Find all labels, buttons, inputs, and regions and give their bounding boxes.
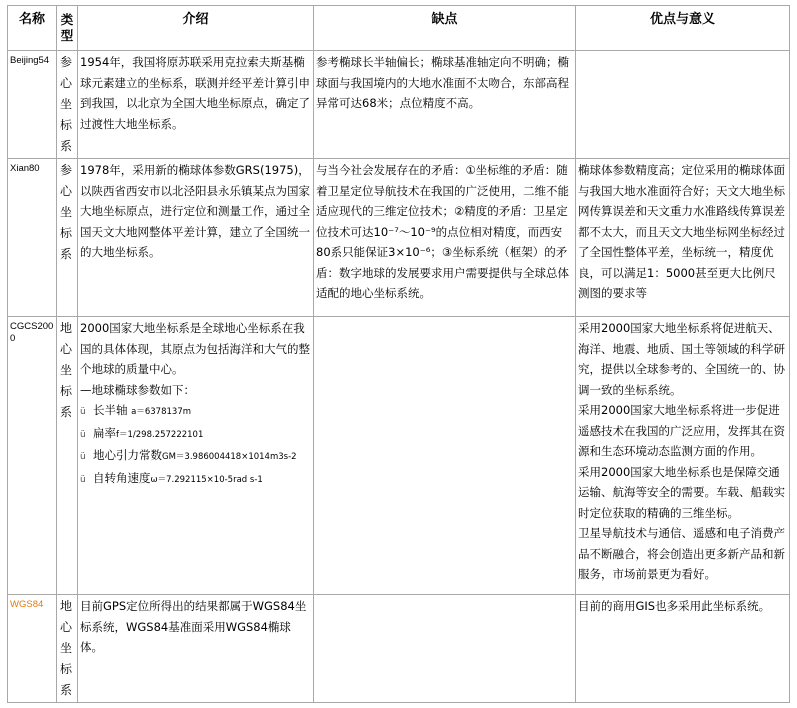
row-pros bbox=[576, 51, 790, 159]
intro-text: 1954年，我国将原苏联采用克拉索夫斯基椭球元素建立的坐标系，联测并经平差计算引申到我国，以北京为全国大地坐标原点，确定了过渡性大地坐标系。 bbox=[80, 55, 310, 131]
row-cons bbox=[314, 595, 576, 703]
row-type: 地心坐标系 bbox=[57, 317, 78, 595]
header-pros: 优点与意义 bbox=[576, 6, 790, 51]
table-row bbox=[8, 51, 790, 159]
checkmark-bullet: ü bbox=[80, 452, 86, 462]
param-value: ω＝7.292115×10-5rad s-1 bbox=[150, 474, 263, 485]
checkmark-bullet: ü bbox=[80, 407, 86, 417]
param-label: 地心引力常数 bbox=[93, 448, 162, 462]
row-pros bbox=[576, 595, 790, 703]
row-type: 参心坐标系 bbox=[57, 159, 78, 317]
header-cons: 缺点 bbox=[314, 6, 576, 51]
row-name: Xian80 bbox=[8, 159, 57, 317]
param-label: 长半轴 bbox=[93, 403, 128, 417]
list-item bbox=[80, 468, 311, 491]
row-name: Beijing54 bbox=[8, 51, 57, 159]
checkmark-bullet: ü bbox=[80, 429, 86, 440]
row-type: 地心坐标系 bbox=[57, 595, 78, 703]
header-intro: 介绍 bbox=[78, 6, 314, 51]
checkmark-bullet: ü bbox=[80, 474, 86, 485]
row-pros bbox=[576, 159, 790, 317]
list-item bbox=[80, 423, 311, 446]
row-cons bbox=[314, 317, 576, 595]
row-intro bbox=[78, 159, 314, 317]
pros-text: 采用2000国家大地坐标系将促进航天、海洋、地震、地质、国土等领域的科学研究，提供以全球参考的、全国统一的、协调一致的坐标系统。 bbox=[578, 321, 785, 397]
pros-text: 卫星导航技术与通信、遥感和电子消费产品不断融合，将会创造出更多新产品和新服务，市场前景更为看好。 bbox=[578, 526, 785, 581]
table-row bbox=[8, 317, 790, 595]
coordinate-system-table bbox=[7, 5, 789, 695]
row-intro bbox=[78, 51, 314, 159]
pros-text: 椭球体参数精度高；定位采用的椭球体面与我国大地水准面符合好；天文大地坐标网传算误差和天文重力水准路线传算误差都不太大，而且天文大地坐标网坐标经过了全国性整体平差，坐标统一，精度优良，可以满足1：5000甚至更大比例尺测图的要求等 bbox=[578, 163, 785, 300]
header-type: 类型 bbox=[57, 6, 78, 51]
intro-text: 1978年，采用新的椭球体参数GRS(1975)，以陕西省西安市以北泾阳县永乐镇某点为国家大地坐标原点，进行定位和测量工作，通过全国天文大地网整体平差计算，建立了全国统一的大地坐标系。 bbox=[80, 163, 310, 259]
row-cons bbox=[314, 51, 576, 159]
row-cons bbox=[314, 159, 576, 317]
row-intro bbox=[78, 317, 314, 595]
list-item bbox=[80, 400, 311, 423]
pros-text: 采用2000国家大地坐标系将进一步促进遥感技术在我国的广泛应用，发挥其在资源和生态环境动态监测方面的作用。 bbox=[578, 403, 785, 458]
header-name: 名称 bbox=[8, 6, 57, 51]
intro-text: 2000国家大地坐标系是全球地心坐标系在我国的具体体现，其原点为包括海洋和大气的整个地球的质量中心。 bbox=[80, 321, 310, 376]
param-label: 扁率 bbox=[93, 425, 116, 440]
param-value: a＝6378137m bbox=[131, 407, 192, 417]
row-intro bbox=[78, 595, 314, 703]
ellipsoid-parameter-list bbox=[80, 400, 311, 490]
table-row bbox=[8, 159, 790, 317]
intro-text: 目前GPS定位所得出的结果都属于WGS84坐标系统，WGS84基准面采用WGS84椭球体。 bbox=[80, 599, 307, 654]
param-value: f＝1/298.257222101 bbox=[116, 429, 204, 440]
cons-text: 与当今社会发展存在的矛盾：①坐标维的矛盾：随着卫星定位导航技术在我国的广泛使用，二维不能适应现代的三维定位技术；②精度的矛盾：卫星定位技术可达10⁻⁷～10⁻⁹的点位相对精度，而西安80系只能保证3×10⁻⁶；③坐标系统（框架）的矛盾：数字地球的发展要求用户需要提供与全球总体适配的地心坐标系统。 bbox=[316, 163, 569, 300]
pros-text: 目前的商用GIS也多采用此坐标系统。 bbox=[578, 599, 771, 613]
param-label: 自转角速度 bbox=[93, 470, 151, 485]
intro-subheading: —地球椭球参数如下： bbox=[80, 382, 195, 397]
row-pros bbox=[576, 317, 790, 595]
cons-text: 参考椭球长半轴偏长；椭球基准轴定向不明确；椭球面与我国境内的大地水准面不太吻合，东部高程异常可达68米；点位精度不高。 bbox=[316, 55, 569, 110]
row-type: 参心坐标系 bbox=[57, 51, 78, 159]
row-name: CGCS2000 bbox=[8, 317, 57, 595]
row-name: WGS84 bbox=[8, 595, 57, 703]
table-row bbox=[8, 595, 790, 703]
pros-text: 采用2000国家大地坐标系也是保障交通运输、航海等安全的需要。车载、船载实时定位获取的精确的三维坐标。 bbox=[578, 464, 785, 520]
list-item bbox=[80, 445, 311, 468]
param-value: GM＝3.986004418×1014m3s-2 bbox=[162, 452, 297, 462]
